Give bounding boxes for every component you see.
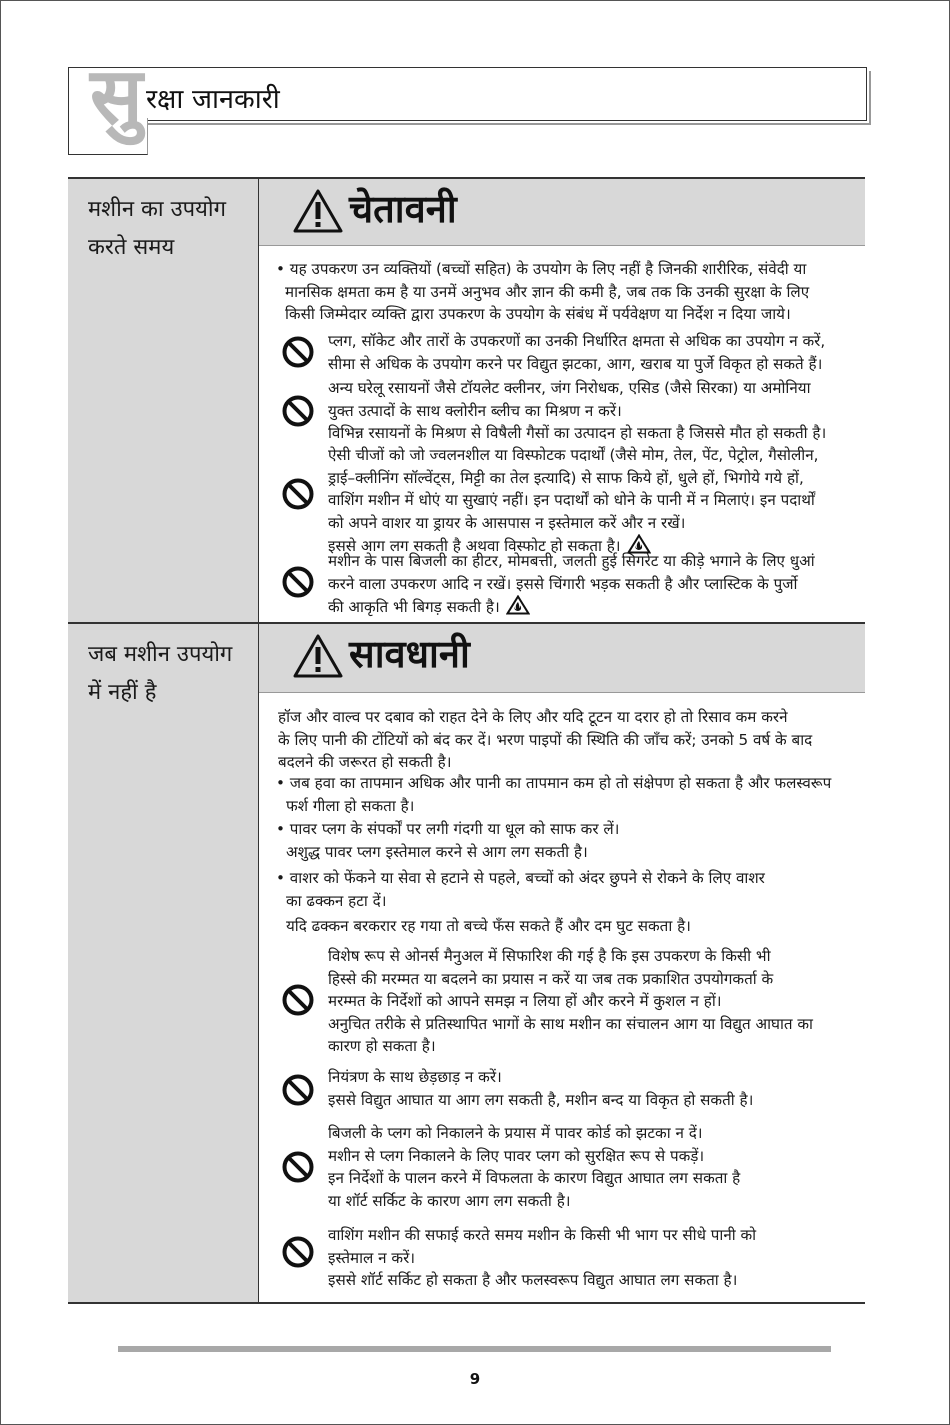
section2-bottom-rule <box>68 1302 865 1304</box>
item-line: विशेष रूप से ओनर्स मैनुअल में सिफारिश की गई है कि इस उपकरण के किसी भी <box>328 947 771 965</box>
item-line: इससे विद्युत आघात या आग लग सकती है, मशीन बन्द या विकृत हो सकती है। <box>328 1090 754 1109</box>
bullet-line: अशुद्ध पावर प्लग इस्तेमाल करने से आग लग सकती है। <box>286 842 588 861</box>
item-line: कारण हो सकता है। <box>328 1037 436 1055</box>
intro-line: मानसिक क्षमता कम है या उनमें अनुभव और ज्ञान की कमी है, जब तक कि उनकी सुरक्षा के लिए <box>285 282 810 301</box>
warning-triangle-icon <box>293 189 343 233</box>
item-line: वाशिंग मशीन में धोएं या सुखाएं नहीं। इन पदार्थों को धोने के पानी में न मिलाएं। इन पदार्थों <box>328 491 815 509</box>
item-line: इस्तेमाल न करें। <box>328 1248 416 1267</box>
bullet-line: फर्श गीला हो सकता है। <box>286 796 415 815</box>
section2-para1 <box>278 706 812 774</box>
item-line: मशीन से प्लग निकालने के लिए पावर प्लग को सुरक्षित रूप से पकड़ें। <box>328 1146 705 1165</box>
item-line: अन्य घरेलू रसायनों जैसे टॉयलेट क्लीनर, जंग निरोधक, एसिड (जैसे सिरका) या अमोनिया <box>328 379 811 397</box>
item-line: की आकृति भी बिगड़ सकती है। <box>328 595 815 619</box>
section2-note: यदि ढक्कन बरकरार रह गया तो बच्चे फँस सकते हैं और दम घुट सकता है। <box>286 917 691 935</box>
section1-intro <box>276 258 809 326</box>
intro-line: किसी जिम्मेदार व्यक्ति द्वारा उपकरण के उपयोग के संबंध में पर्यवेक्षण या निर्देश न दिया जाये। <box>285 305 791 323</box>
section1-side-panel <box>68 179 258 622</box>
prohibition-icon <box>282 1074 314 1106</box>
item-line: नियंत्रण के साथ छेड़छाड़ न करें। <box>328 1068 502 1086</box>
item-line: इससे आग लग सकती है अथवा विस्फोट हो सकता है। <box>328 534 818 558</box>
section2-divider <box>258 624 259 1303</box>
warning-banner <box>259 179 865 246</box>
item-line: इससे शॉर्ट सर्किट हो सकता है और फलस्वरूप विद्युत आघात लग सकता है। <box>328 1271 738 1289</box>
section2-side-title <box>88 636 253 712</box>
item-line: अनुचित तरीके से प्रतिस्थापित भागों के साथ मशीन का संचालन आग या विद्युत आघात का <box>328 1014 813 1033</box>
item-line: बिजली के प्लग को निकालने के प्रयास में पावर कोर्ड को झटका न दें। <box>328 1124 703 1142</box>
page-number: 9 <box>469 1370 481 1388</box>
item-line: ड्राई–क्लीनिंग सॉल्वेंट्स, मिट्टी का तेल इत्यादि) से साफ किये हों, धुले हों, भिगोये गये हों, <box>328 468 804 487</box>
page-title: रक्षा जानकारी <box>146 84 280 115</box>
item-line: ऐसी चीजों को जो ज्वलनशील या विस्फोटक पदार्थों (जैसे मोम, तेल, पेंट, पेट्रोल, गैसोलीन, <box>328 446 819 464</box>
item-line: या शॉर्ट सर्किट के कारण आग लग सकती है। <box>328 1191 571 1210</box>
section2-bullet2 <box>276 818 619 863</box>
prohibition-icon <box>282 1236 314 1268</box>
section1-side-title-line1: मशीन का उपयोग <box>88 197 227 222</box>
bullet-line: • वाशर को फेंकने या सेवा से हटाने से पहले, बच्चों को अंदर छुपने से रोकने के लिए वाशर <box>276 869 765 887</box>
caution-banner-label: सावधानी <box>349 632 470 676</box>
caution-banner <box>259 624 865 693</box>
item-line: को अपने वाशर या ड्रायर के आसपास न इस्तेमाल करें और न रखें। <box>328 513 686 532</box>
item-line: इन निर्देशों के पालन करने में विफलता के कारण विद्युत आघात लग सकता है <box>328 1169 741 1187</box>
section2-bullet1 <box>276 772 831 817</box>
bullet-dot: • <box>276 774 285 792</box>
section1-item-4 <box>328 550 815 619</box>
item-line: हिस्से की मरम्मत या बदलने का प्रयास न करें या जब तक प्रकाशित उपयोगकर्ता के <box>328 969 774 988</box>
prohibition-icon <box>282 395 314 427</box>
item-line: मरम्मत के निर्देशों को आपने समझ न लिया हों और करने में कुशल न हों। <box>328 992 722 1010</box>
bullet-line: • जब हवा का तापमान अधिक और पानी का तापमान कम हो तो संक्षेपण हो सकता है और फलस्वरूप <box>276 774 832 792</box>
item-line: करने वाला उपकरण आदि न रखें। इससे चिंगारी भड़क सकती है और प्लास्टिक के पुर्जो <box>328 574 798 593</box>
header-big-letter: सु <box>90 52 143 142</box>
section2-bullet3 <box>276 867 765 912</box>
section2-side-title-line2: में नहीं है <box>88 680 157 705</box>
section2-item-4 <box>328 1224 756 1292</box>
footer-bar <box>118 1346 831 1352</box>
fire-warning-icon <box>506 595 530 615</box>
item-line: प्लग, सॉकेट और तारों के उपकरणों का उनकी निर्धारित क्षमता से अधिक का उपयोग न करें, <box>328 332 826 350</box>
prohibition-icon <box>282 1151 314 1183</box>
bullet-line: का ढक्कन हटा दें। <box>286 891 387 910</box>
intro-line: • यह उपकरण उन व्यक्तियों (बच्चों सहित) के उपयोग के लिए नहीं है जिनकी शारीरिक, संवेदी या <box>276 260 807 278</box>
section1-item-2 <box>328 377 826 445</box>
section1-side-title-line2: करते समय <box>88 235 175 260</box>
bullet-line: • पावर प्लग के संपर्कों पर लगी गंदगी या धूल को साफ कर लें। <box>276 820 620 838</box>
bullet-dot: • <box>276 260 285 278</box>
caution-triangle-icon <box>293 634 343 678</box>
item-line: विभिन्न रसायनों के मिश्रण से विषैली गैसों का उत्पादन हो सकता है जिससे मौत हो सकती है। <box>328 424 827 442</box>
prohibition-icon <box>282 336 314 368</box>
section2-item-3 <box>328 1122 740 1212</box>
section2-item-2 <box>328 1066 753 1111</box>
warning-banner-label: चेतावनी <box>349 187 457 231</box>
prohibition-icon <box>282 478 314 510</box>
para-line: के लिए पानी की टोंटियों को बंद कर दें। भरण पाइपों की स्थिति की जाँच करें; उनको 5 वर्ष के बाद <box>278 730 813 749</box>
para-line: हॉज और वाल्व पर दबाव को राहत देने के लिए और यदि टूटन या दरार हो तो रिसाव कम करने <box>278 708 788 726</box>
section2-side-panel <box>68 624 258 1303</box>
section1-item-3 <box>328 444 818 558</box>
section1-side-title <box>88 191 253 267</box>
item-line: युक्त उत्पादों के साथ क्लोरीन ब्लीच का मिश्रण न करें। <box>328 401 622 420</box>
item-line: मशीन के पास बिजली का हीटर, मोमबत्ती, जलती हुई सिगरेट या कीड़े भगाने के लिए धुआं <box>328 552 815 570</box>
prohibition-icon <box>282 566 314 598</box>
para-line: बदलने की जरूरत हो सकती है। <box>278 753 452 771</box>
item-line: सीमा से अधिक के उपयोग करने पर विद्युत झटका, आग, खराब या पुर्जे विकृत हो सकते हैं। <box>328 354 823 373</box>
section2-item-1 <box>328 945 813 1058</box>
bullet-dot: • <box>276 869 285 887</box>
bullet-dot: • <box>276 820 285 838</box>
item-line: वाशिंग मशीन की सफाई करते समय मशीन के किसी भी भाग पर सीधे पानी को <box>328 1226 757 1244</box>
section2-side-title-line1: जब मशीन उपयोग <box>88 642 233 667</box>
section1-item-1 <box>328 330 825 375</box>
prohibition-icon <box>282 984 314 1016</box>
